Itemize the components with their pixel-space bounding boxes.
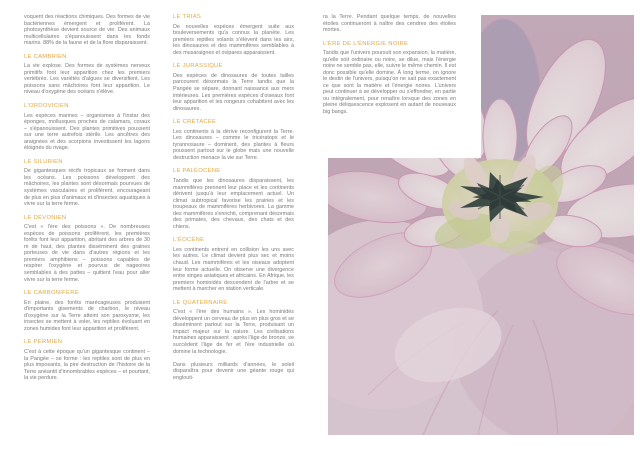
era-paragraph: La vie explose. Des formes de systèmes nerveux primitifs font leur apparition chez les premiers vertébrés. Les variétés d'algues se diversifient. Les poissons sans mâchoires font leur apparition. Le niveau d'oxygène des océans s'élève. — [24, 63, 150, 96]
era-paragraph: Les continents entrent en collision les uns avec les autres. Le climat devient plus sec et moins chaud. Les mammifères et les oiseaux adoptent leur forme actuelle. On observe une divergence entre singes asiatiques et africains. En Afrique, les premiers hominidés descendent de l'arbre et se mettent à marcher en station verticale. — [173, 246, 294, 293]
era-heading: LE PALÉOCÈNE — [173, 168, 221, 175]
era-heading: L'ÈRE DE L'ÉNERGIE NOIRE — [323, 40, 409, 47]
era-heading: LE TRIAS — [173, 14, 202, 20]
era-paragraph: Les continents à la dérive reconfigurent la Terre. Les dinosaures – comme le tricératops et le tyrannosaure – dominent, des plantes à fleurs poussent partout sur le globe mais une nouvelle destruction menace la vie sur Terre. — [173, 128, 294, 161]
era-heading: LE CRÉTACÉE — [173, 119, 217, 126]
era-paragraph: C'est « l'ère des poissons ». De nombreuses espèces de poissons prolifèrent, les premières forêts font leur apparition, abritant des arbres de 30 m de haut, des plantes disséminent des graines porteuses de vie dans d'autres régions et les premiers amphibiens – poissons capables de respirer l'oxygène et pourvus de nageoires semblables à des pattes – quittent l'eau pour aller vivre sur la terre ferme. — [24, 224, 150, 283]
era-paragraph: Les espèces marines – organismes à l'instar des éponges, mollusques proches de calamars, coraux – s'épanouissent. Des plantes primitives poussent sur une terre autrefois stérile. Les ancêtres des araignées et des scorpions investissent les lagons éloignés du rivage. — [24, 112, 150, 152]
era-heading: L'ORDOVICIEN — [24, 102, 69, 109]
era-paragraph: voquent des réactions chimiques. Des formes de vie bactériennes émergent et prolifèrent. La photosynthèse devient source de vie. Des animaux multicellulaires s'épanouissent dans les fonds marins. 88% de la faune et de la flore disparaissent. — [24, 14, 150, 47]
era-paragraph: De nouvelles espèces émergent suite aux bouleversements qu'a connus la planète. Les premiers reptiles volants s'élèvent dans les airs, les dinosaures et des mammifères semblables à des musaraignes et ovipares apparaissent. — [173, 23, 294, 56]
era-paragraph: Tandis que l'univers poursuit son expansion, la matière, qu'elle soit ordinaire ou noire, se dilue, mais l'énergie noire ne semble pas, elle, suivre le même chemin. Il est donc possible qu'elle domine. À long terme, on ignore le destin de l'univers, puisqu'on ne sait pas exactement ce que sont la matière et l'énergie noires. L'univers peut continuer à se développer ou s'effondrer, en partie ou intégralement, pour renaître lorsque des zones en pleine déliquescence explosent en autant de nouveaux big bangs. — [323, 50, 456, 116]
era-paragraph: C'est à cette époque qu'un gigantesque continent – la Pangée – se forme : les reptiles sont de plus en plus imposants, la pire destruction de l'histoire de la Terre anéantit d'innombrables espèces – et pourtant, la vie perdure. — [24, 348, 150, 382]
era-paragraph: Des espèces de dinosaures de toutes tailles parcourent désormais la Terre tandis que la Pangée se sépare, donnant naissance aux mers intérieures. Les premières espèces d'oiseaux font leur apparition et les rongeurs cohabitent avec les dinosaures. — [173, 72, 294, 112]
era-heading: LE CAMBRIEN — [24, 53, 67, 60]
era-paragraph: En plaine, des forêts marécageuses produisent d'importants gisements de charbon, le niveau d'oxygène sur la Terre atteint son paroxysme, les insectes se mettent à voler, les reptiles évoluant en zones humides font leur apparition et prolifèrent. — [24, 299, 150, 332]
era-paragraph: ra la Terre. Pendant quelque temps, de nouvelles étoiles continueront à naître des cendres des étoiles mortes. — [323, 14, 456, 34]
text-column-2 — [173, 14, 294, 381]
text-column-3 — [323, 14, 456, 116]
era-heading: LE SILURIEN — [24, 158, 63, 165]
era-heading: LE PERMIEN — [24, 339, 63, 346]
era-heading: LE CARBONIFÈRE — [24, 290, 79, 297]
era-heading: LE QUATERNAIRE — [173, 299, 228, 306]
era-paragraph: C'est « l'ère des humains ». Les hominidés développent un cerveau de plus en plus gros et se disséminent partout sur la Terre, produisant un impact majeur sur la nature. Les civilisations humaines apparaissent : après l'âge de bronze, se succèdent l'âge de fer et l'ère industrielle où domine la technologie. — [173, 309, 294, 355]
era-heading: L'ÉOCÈNE — [173, 237, 205, 244]
text-column-1 — [24, 14, 150, 382]
era-paragraph: Tandis que les dinosaures disparaissent, les mammifères prennent leur place et les continents dérivent jusqu'à leur emplacement actuel. Un climat subtropical favorise les prairies et les troupeaux de mammifères herbivores. La gamme des mammifères s'enrichit, comprenant désormais des primates, des chevaux, des chats et des chiens. — [173, 178, 294, 230]
era-heading: LE JURASSIQUE — [173, 63, 223, 70]
era-heading: LE DÉVONIEN — [24, 214, 67, 221]
era-paragraph: Dans plusieurs milliards d'années, le soleil disparaîtra pour devenir une géante rouge qui englouti- — [173, 361, 294, 381]
era-paragraph: De gigantesques récifs tropicaux se forment dans les océans. Les poissons développent des mâchoires, les plantes sont désormais pourvues de systèmes vasculaires et prolifèrent, encourageant de plus en plus d'animaux et d'insectes aquatiques à vivre sur la terre ferme. — [24, 168, 150, 208]
